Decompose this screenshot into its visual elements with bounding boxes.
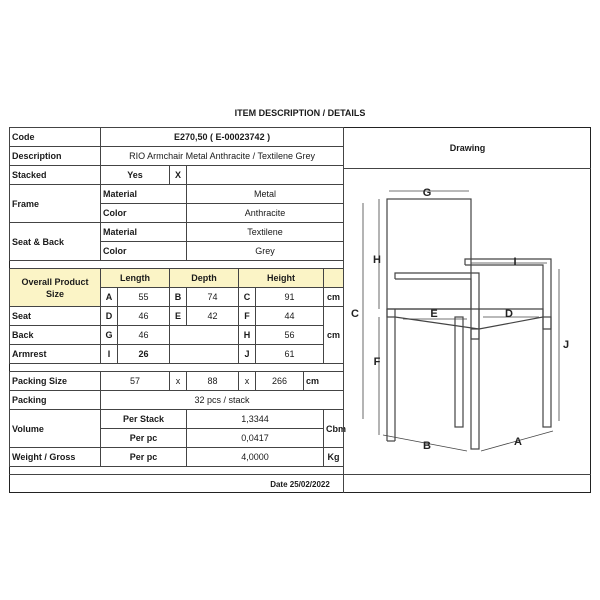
back-empty [170,326,239,345]
description-row [10,147,344,166]
volume-per-stack-label: Per Stack [101,410,187,429]
depth-header: Depth [170,269,239,288]
weight-value: 4,0000 [187,448,324,467]
frame-label: Frame [10,185,101,223]
packing-value: 32 pcs / stack [101,391,344,410]
volume-unit: Cbm [324,410,344,448]
code-value: E270,50 ( E-00023742 ) [101,128,344,147]
armrest-i-letter: I [101,345,118,364]
armrest-j-letter: J [239,345,256,364]
seat-row [10,307,344,326]
description-value: RIO Armchair Metal Anthracite / Textilene Grey [101,147,344,166]
packing-label: Packing [10,391,101,410]
seat-back-label: Seat & Back [10,223,101,261]
armrest-row [10,345,344,364]
stacked-empty [187,166,344,185]
letter-d: D [505,308,513,320]
seat-back-material-label: Material [101,223,187,242]
volume-per-pc-label: Per pc [101,429,187,448]
stacked-yes: Yes [101,166,170,185]
length-header: Length [101,269,170,288]
armrest-i-value: 26 [118,345,170,364]
seat-label: Seat [10,307,101,326]
letter-h: H [373,254,381,266]
back-g-letter: G [101,326,118,345]
packing-size-label: Packing Size [10,372,101,391]
packing-size-x2: x [239,372,256,391]
seat-back-material: Textilene [187,223,344,242]
seat-back-material-row [10,223,344,242]
letter-a: A [514,436,522,448]
drawing-title: Drawing [344,127,591,169]
volume-per-stack: 1,3344 [187,410,324,429]
spec-table [9,127,344,467]
size-header-empty [324,269,344,288]
back-g-value: 46 [118,326,170,345]
seat-e-letter: E [170,307,187,326]
seat-back-color-label: Color [101,242,187,261]
armrest-label: Armrest [10,345,101,364]
description-label: Description [10,147,101,166]
letter-e: E [430,308,438,320]
back-label: Back [10,326,101,345]
size-c-value: 91 [256,288,324,307]
chair-outline [387,199,551,449]
packing-size-l: 57 [101,372,170,391]
seat-back-color: Grey [187,242,344,261]
packing-size-h: 266 [256,372,304,391]
stacked-label: Stacked [10,166,101,185]
volume-label: Volume [10,410,101,448]
weight-row [10,448,344,467]
frame-material: Metal [187,185,344,204]
size-b-letter: B [170,288,187,307]
frame-color: Anthracite [187,204,344,223]
armrest-j-value: 61 [256,345,324,364]
weight-per-pc-label: Per pc [101,448,187,467]
letter-b: B [423,440,431,452]
height-header: Height [239,269,324,288]
weight-label: Weight / Gross [10,448,101,467]
chair-drawing [343,169,591,469]
back-h-value: 56 [256,326,324,345]
letter-j: J [562,339,570,351]
size-a-value: 55 [118,288,170,307]
seat-f-value: 44 [256,307,324,326]
chair-armrest-left [395,273,479,339]
back-row [10,326,344,345]
frame-material-label: Material [101,185,187,204]
chair-backrest [387,199,471,309]
date-footer: Date 25/02/2022 [9,474,591,493]
seat-e-value: 42 [187,307,239,326]
stacked-mark: X [170,166,187,185]
back-h-letter: H [239,326,256,345]
code-label: Code [10,128,101,147]
volume-stack-row [10,410,344,429]
packing-row [10,391,344,410]
size-a-letter: A [101,288,118,307]
packing-size-x1: x [170,372,187,391]
chair-back-leg-right [455,317,463,427]
code-row [10,128,344,147]
size-unit: cm [324,288,344,307]
letter-i: I [513,256,517,268]
frame-material-row [10,185,344,204]
seat-d-letter: D [101,307,118,326]
dimension-lines [363,191,559,451]
seat-d-value: 46 [118,307,170,326]
seat-f-letter: F [239,307,256,326]
packing-size-w: 88 [187,372,239,391]
page-title: ITEM DESCRIPTION / DETAILS [234,108,366,118]
packing-size-row [10,372,344,391]
letter-f: F [373,356,381,368]
letter-g: G [422,187,432,199]
size-b-value: 74 [187,288,239,307]
size-header-row [10,269,344,288]
packing-size-unit: cm [304,372,344,391]
weight-unit: Kg [324,448,344,467]
armrest-empty [170,345,239,364]
volume-per-pc: 0,0417 [187,429,324,448]
stacked-row [10,166,344,185]
overall-size-label: Overall Product Size [10,269,101,307]
chair-front-leg-right [543,317,551,427]
seat-back-unit: cm [324,307,344,364]
frame-color-label: Color [101,204,187,223]
chair-front-leg-left [471,329,479,449]
size-c-letter: C [239,288,256,307]
letter-c: C [351,308,359,320]
